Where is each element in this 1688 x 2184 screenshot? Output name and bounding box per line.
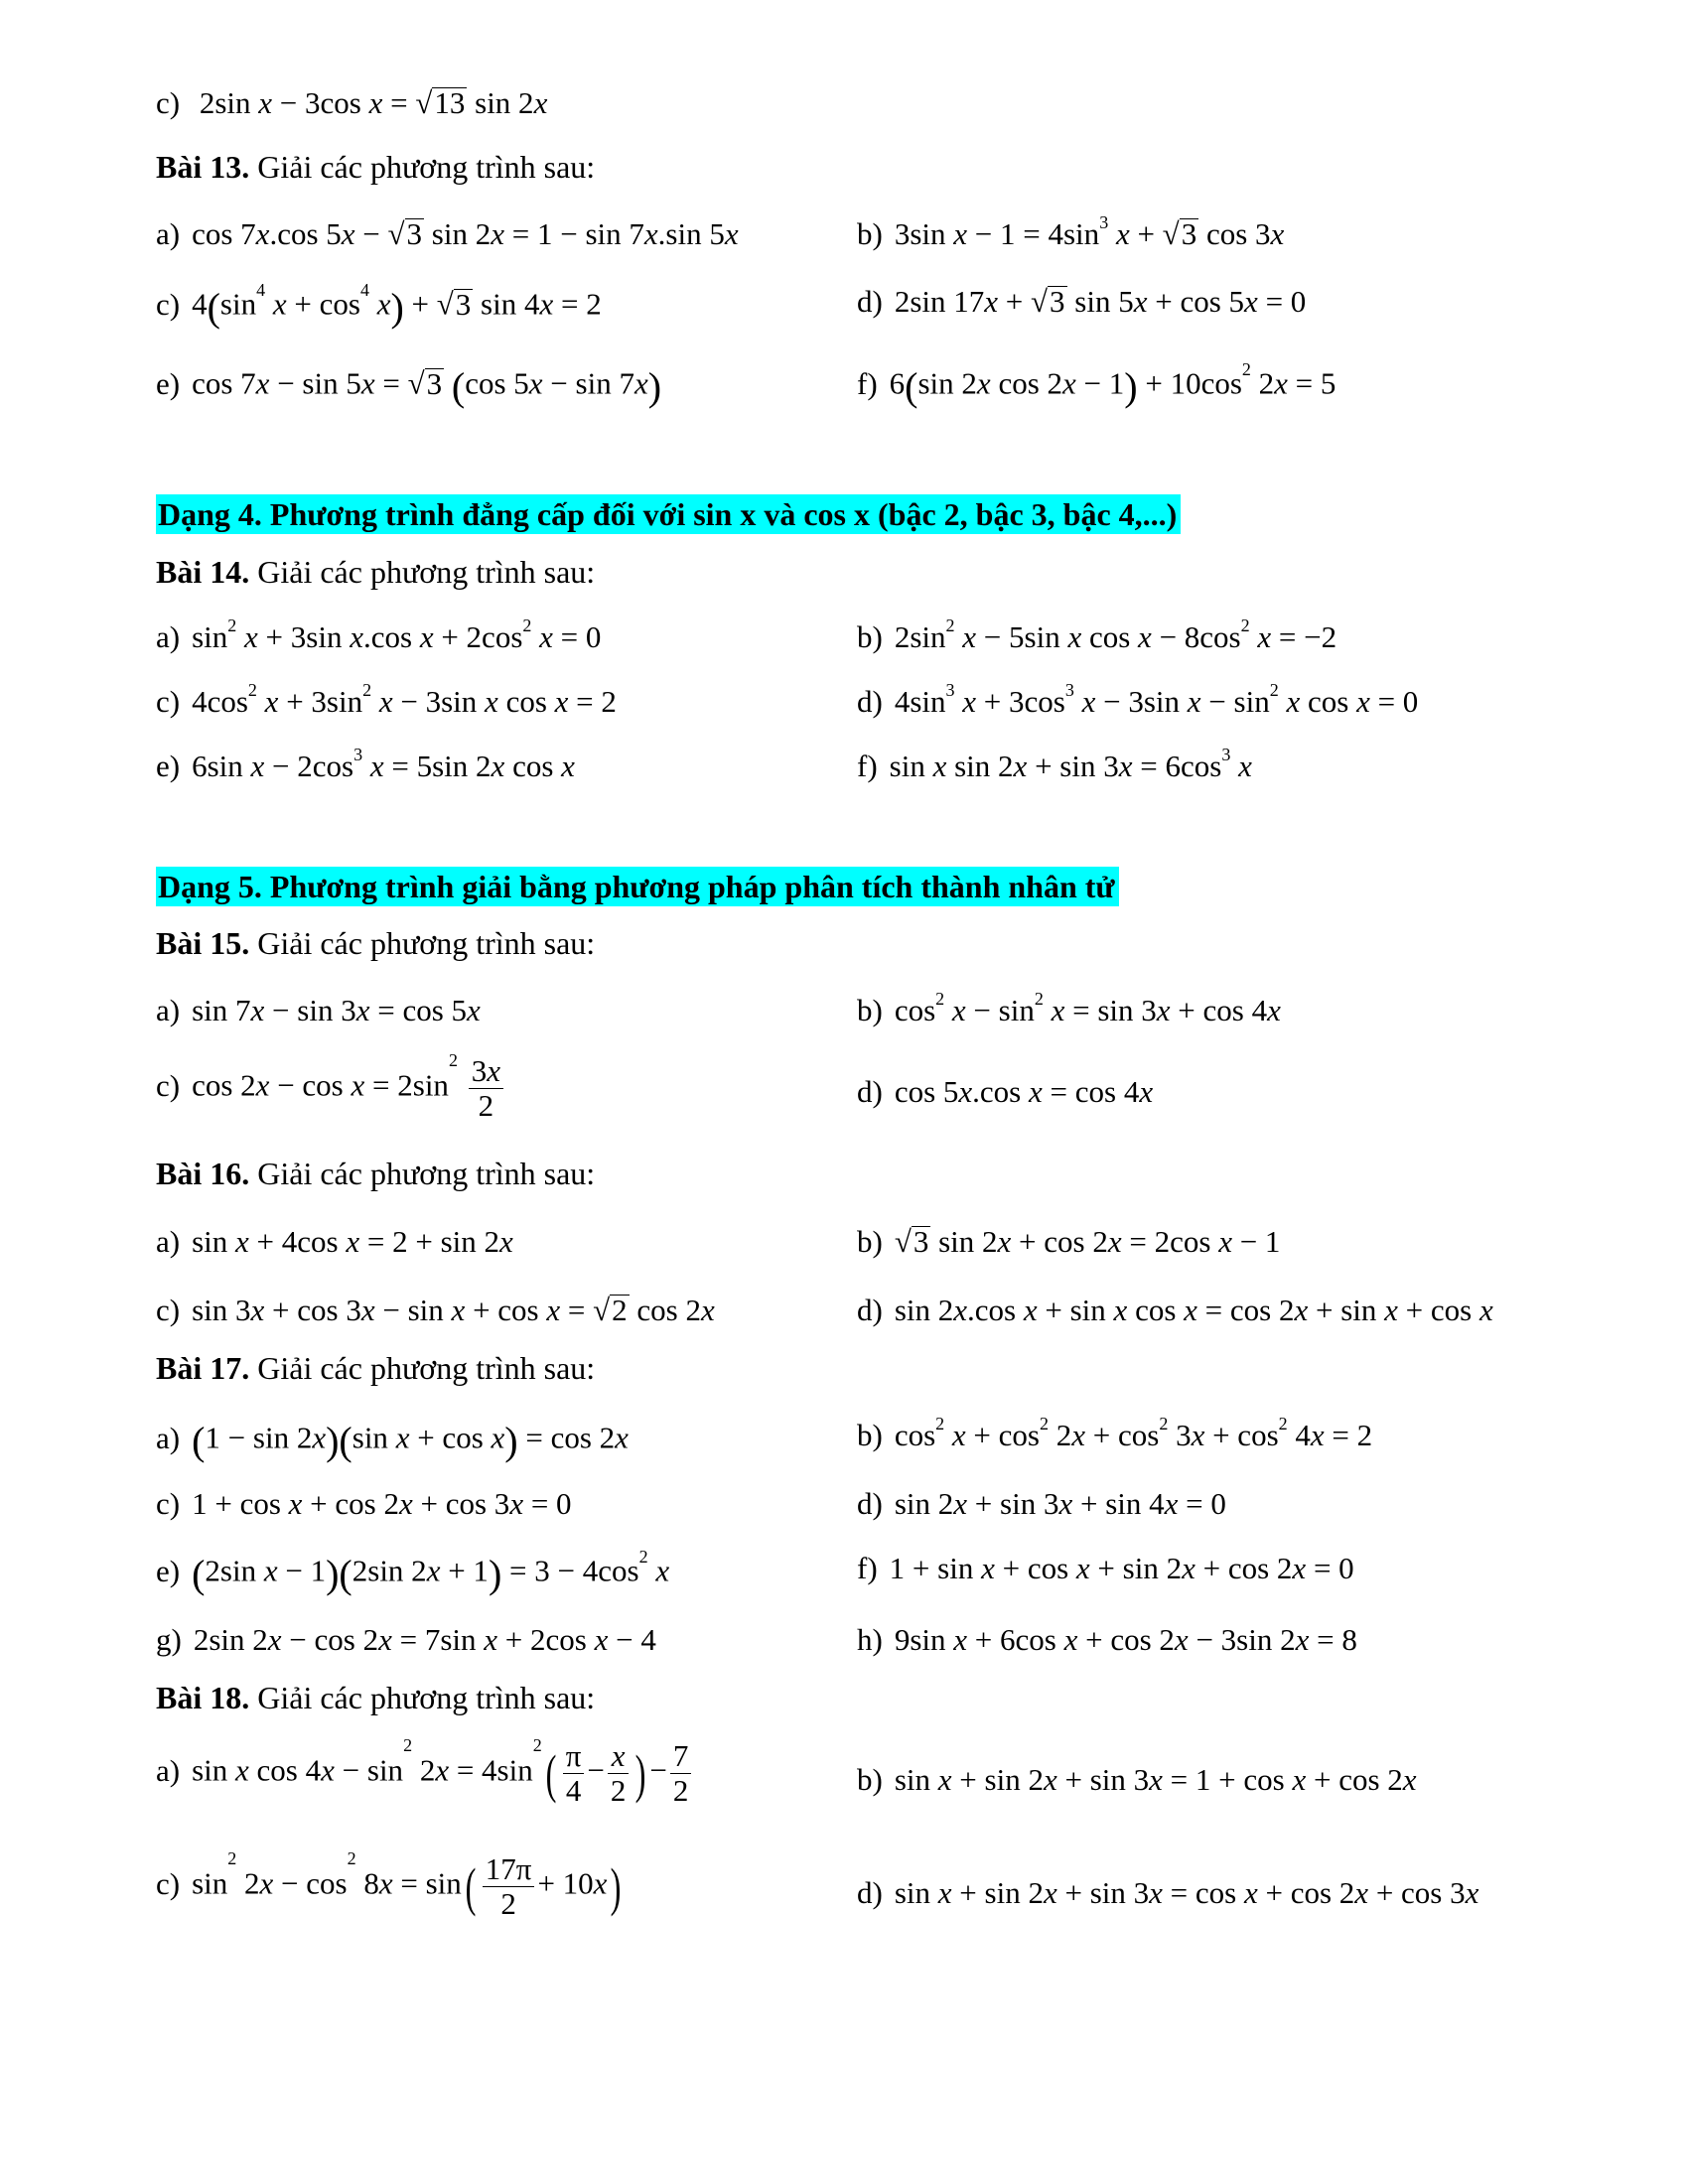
ex16-b: b) √3 sin 2x + cos 2x = 2cos x − 1 bbox=[857, 1224, 1281, 1259]
item-label: c) bbox=[156, 1293, 181, 1327]
ex14-d: d) $4\sin^3$ $x + 3\cos^3$ x − 3sin $x - \sin^2 x$ cos x = 0 bbox=[857, 680, 1419, 719]
section-heading-dang-5: Dạng 5. Phương trình giải bằng phương pháp phân tích thành nhân tử bbox=[156, 867, 1119, 906]
exercise-intro: Giải các phương trình sau: bbox=[257, 149, 596, 185]
item-label: f) bbox=[857, 365, 878, 401]
item-label: d) bbox=[857, 684, 883, 719]
item-label: f) bbox=[857, 1551, 878, 1585]
item-label: d) bbox=[857, 1074, 883, 1109]
fraction: $\frac{3x}{2}$ bbox=[469, 1054, 503, 1123]
ex15-b: b) $\cos^2 x - \sin^2 x = \sin 3x + \cos 4x$ bbox=[857, 989, 1281, 1027]
exercise-intro: Giải các phương trình sau: bbox=[257, 554, 596, 590]
ex14-b: b) $2\sin^2$ x − 5sin x $\cos x - 8\cos^2$ x = −2 bbox=[857, 615, 1337, 654]
ex15-c: c) $\cos 2x - \cos x = 2\sin^2$ $\frac{3x}{2}$ bbox=[156, 1054, 506, 1123]
item-label: d) bbox=[857, 1486, 883, 1521]
item-label: b) bbox=[857, 993, 883, 1027]
exercise-intro: Giải các phương trình sau: bbox=[257, 1156, 596, 1191]
item-label: a) bbox=[156, 1420, 181, 1455]
item-label: c) bbox=[156, 1067, 181, 1103]
ex17-d: d) sin 2x + sin 3x + sin 4x = 0 bbox=[857, 1486, 1226, 1521]
item-label: d) bbox=[857, 1293, 883, 1327]
exercise-intro: Giải các phương trình sau: bbox=[257, 1680, 596, 1715]
item-label: a) bbox=[156, 619, 181, 654]
item-label: f) bbox=[857, 749, 878, 783]
exercise-15-heading bbox=[156, 925, 595, 962]
ex17-f: f) 1 + sin x + cos x + sin 2x + cos 2x = 0 bbox=[857, 1551, 1354, 1585]
ex17-b: b) $\cos^2 x + \cos^2 2x + \cos^2 3x + \cos^2 4x = 2$ bbox=[857, 1414, 1373, 1452]
ex16-a: a) sin x + 4cos x = 2 + sin 2x bbox=[156, 1224, 513, 1259]
item-label: g) bbox=[156, 1622, 182, 1657]
item-label: b) bbox=[857, 1224, 883, 1259]
exercise-title: Bài 15. bbox=[156, 925, 250, 961]
ex13-d: d) 2sin 17x + √3 sin 5x + cos 5x = 0 bbox=[857, 284, 1307, 319]
item-label: b) bbox=[857, 619, 883, 654]
exercise-13-heading bbox=[156, 149, 595, 186]
ex12-c: c) 2sin x − 3cos x = √13 sin 2x bbox=[156, 85, 548, 120]
item-label: a) bbox=[156, 1224, 181, 1259]
exercise-intro: Giải các phương trình sau: bbox=[257, 925, 596, 961]
exercise-16-heading bbox=[156, 1156, 595, 1192]
exercise-title: Bài 18. bbox=[156, 1680, 250, 1715]
ex16-d: d) sin 2x.cos x + sin x cos x = cos 2x + sin x + cos x bbox=[857, 1293, 1493, 1327]
exercise-title: Bài 14. bbox=[156, 554, 250, 590]
item-label: h) bbox=[857, 1622, 883, 1657]
item-label: c) bbox=[156, 85, 181, 120]
ex17-c: c) 1 + cos x + cos 2x + cos 3x = 0 bbox=[156, 1486, 572, 1521]
item-label: b) bbox=[857, 216, 883, 251]
ex18-d: d) sin x + sin 2x + sin 3x = cos x + cos 2x + cos 3x bbox=[857, 1875, 1479, 1910]
ex17-e: e) (2sin x − 1)(2sin $2x + 1) = 3 - 4\cos^2$ x bbox=[156, 1547, 670, 1596]
item-label: d) bbox=[857, 284, 883, 319]
ex14-c: c) $4\cos^2$ $x + 3\sin^2$ x − 3sin x cos x = 2 bbox=[156, 680, 617, 719]
exercise-title: Bài 13. bbox=[156, 149, 250, 185]
item-label: c) bbox=[156, 286, 181, 322]
ex15-a: a) sin 7x − sin 3x = cos 5x bbox=[156, 993, 481, 1027]
ex17-h: h) 9sin x + 6cos x + cos 2x − 3sin 2x = 8 bbox=[857, 1622, 1357, 1657]
exercise-17-heading bbox=[156, 1350, 595, 1387]
ex17-a: a) (1 − sin 2x)(sin x + cos x) = cos 2x bbox=[156, 1419, 629, 1463]
ex14-a: a) $\sin^2 x + 3\sin$ x.cos $x + 2\cos^2$ x = 0 bbox=[156, 615, 602, 654]
ex18-c: c) $\sin^2 2x - \cos^2 8x = \sin$( $\frac{17\pi}{2}$ + 10x) bbox=[156, 1848, 622, 1921]
ex15-d: d) cos 5x.cos x = cos 4x bbox=[857, 1074, 1154, 1109]
ex13-b: b) 3sin $x - 1 = 4\sin^3$ x + √3 cos 3x bbox=[857, 212, 1285, 251]
item-label: c) bbox=[156, 1486, 181, 1521]
item-label: d) bbox=[857, 1875, 883, 1910]
item-label: c) bbox=[156, 1865, 181, 1901]
exercise-title: Bài 17. bbox=[156, 1350, 250, 1386]
exercise-14-heading bbox=[156, 554, 595, 591]
section-heading-dang-4: Dạng 4. Phương trình đẳng cấp đối với sin x và cos x (bậc 2, bậc 3, bậc 4,...) bbox=[156, 494, 1181, 534]
ex18-b: b) sin x + sin 2x + sin 3x = 1 + cos x + cos 2x bbox=[857, 1762, 1417, 1797]
item-label: e) bbox=[156, 365, 181, 401]
item-label: a) bbox=[156, 1752, 181, 1788]
exercise-title: Bài 16. bbox=[156, 1156, 250, 1191]
item-label: a) bbox=[156, 216, 181, 251]
item-label: a) bbox=[156, 993, 181, 1027]
item-label: e) bbox=[156, 1553, 181, 1588]
exercise-intro: Giải các phương trình sau: bbox=[257, 1350, 596, 1386]
item-label: e) bbox=[156, 749, 181, 783]
ex17-g: g) 2sin 2x − cos 2x = 7sin x + 2cos x − 4 bbox=[156, 1622, 656, 1657]
ex18-a: a) sin x $\cos 4x - \sin^2 2x = 4\sin^2$( $\frac{\pi}{4}$ − $\frac{x}{2}$ ) − $\frac{7}{2}$ bbox=[156, 1739, 694, 1808]
item-label: b) bbox=[857, 1762, 883, 1797]
item-label: c) bbox=[156, 684, 181, 719]
ex13-e: e) cos 7x − sin 5x = √3 (cos 5x − sin 7x) bbox=[156, 364, 662, 409]
ex14-f: f) sin x $\sin 2x + \sin 3x = 6\cos^3$ x bbox=[857, 745, 1252, 783]
ex13-a: a) cos 7x.cos 5x − √3 sin 2x = 1 − sin 7x.sin 5x bbox=[156, 216, 739, 251]
item-label: b) bbox=[857, 1418, 883, 1452]
ex13-f: f) 6(sin 2x $\cos 2x - 1) + 10\cos^2$ 2x = 5 bbox=[857, 359, 1336, 409]
ex16-c: c) sin 3x + cos 3x − sin x + cos x = √2 cos 2x bbox=[156, 1293, 715, 1327]
exercise-18-heading bbox=[156, 1680, 595, 1716]
ex14-e: e) 6sin $x - 2\cos^3$ x = 5sin 2x cos x bbox=[156, 745, 575, 783]
ex13-c: c) $4(\sin^4$ $x + \cos^4 x) + √3$ sin 4x = 2 bbox=[156, 280, 602, 330]
